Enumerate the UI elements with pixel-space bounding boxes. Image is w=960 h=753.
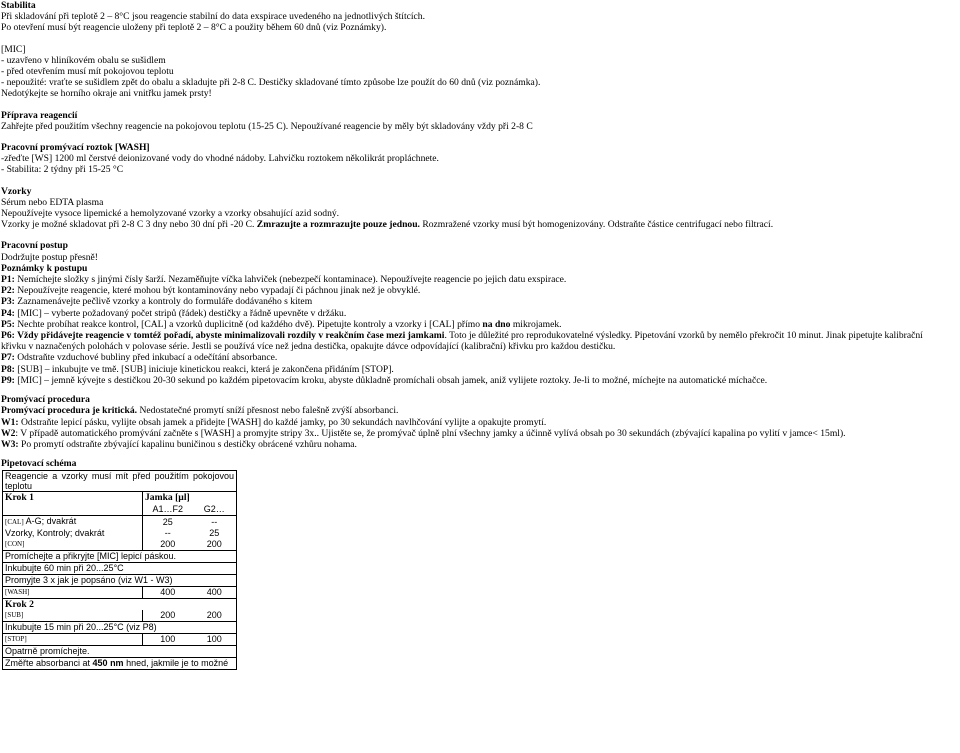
note-p8-label: P8:	[1, 363, 15, 375]
table-sub-label: [SUB]	[3, 610, 143, 622]
table-row	[3, 646, 237, 658]
table-sub-a: 200	[143, 610, 193, 622]
note-p2-text: Nepoužívejte reagencie, které mohou být kontaminovány nebo vypadají či páchnou jinak než je obvyklé.	[14, 285, 421, 297]
wash-line-2: - Stabilita: 2 týdny při 15-25 °C	[1, 164, 124, 176]
table-row	[3, 516, 237, 529]
note-p5-label: P5:	[1, 318, 15, 330]
note-p3-text: Zaznamenávejte pečlivě vzorky a kontroly do formuláře dodávaného s kitem	[14, 296, 313, 308]
note-p2-label: P2:	[1, 285, 15, 297]
table-cal-a: 25	[143, 516, 193, 529]
table-inkubujte-1: Inkubujte 60 min při 20...25°C	[3, 563, 237, 575]
note-p1-text: Nemíchejte složky s jinými čísly šarží. Nezaměňujte víčka lahviček (nebezpečí kontaminace). Nepoužívejte reagencie po jejich datu exspirace.	[14, 274, 567, 286]
table-row	[3, 503, 237, 516]
note-p5-text-b: na dno	[482, 318, 511, 330]
note-p5-text-c: mikrojamek.	[510, 318, 562, 330]
note-p6-text-b: . Toto je důležité pro reprodukovatelné výsledky. Pipetování vzorků by nemělo překročit 10 minut. Jinak pipetujte kalibrační křivku v naznačených polohách v polovase série. Jestli se používá více než jedna destička, opakujte dávce odpovídající (kalibrační) křivku pro každou destičku.	[1, 330, 923, 353]
vzorky-line-3	[1, 219, 960, 230]
table-vzorky-g: 25	[193, 528, 237, 539]
promyvaci-line-1-a: Promývací procedura je kritická.	[1, 405, 138, 417]
table-wash-g: 400	[193, 587, 237, 599]
table-row	[3, 575, 237, 587]
table-stop-g: 100	[193, 634, 237, 646]
wash-step-w2-text: : V případě automatického promývání začněte s [WASH] a promyjte stripy 3x.. Ujistěte se, že promývač úplně plní všechny jamky a účinně vylívá obsah po 30 sekundách (zbývající kapalina po vylití v jamce< 15ml).	[15, 427, 846, 439]
note-p8	[1, 364, 960, 375]
note-p9-label: P9:	[1, 374, 15, 386]
note-p1-label: P1:	[1, 274, 15, 286]
note-p4	[1, 308, 960, 319]
table-row	[3, 610, 237, 622]
table-row	[3, 539, 237, 551]
note-p6-text-a: Vždy přidávejte reagencie v tomtéž pořadí, abyste minimalizovali rozdíly v reakčním čase mezi jamkami	[14, 330, 445, 342]
table-row	[3, 492, 237, 504]
postup-heading: Pracovní postup	[1, 240, 68, 252]
table-row	[3, 634, 237, 646]
promyvaci-line-1-b: Nedostatečné promytí sníží přesnost nebo falešně zvýší absorbanci.	[137, 405, 399, 417]
note-p3-label: P3:	[1, 296, 15, 308]
wash-heading: Pracovní promývací roztok [WASH]	[1, 142, 150, 154]
wash-step-w2	[1, 428, 960, 439]
zmerte-wavelength: 450 nm	[92, 658, 124, 669]
cal-label-text: A-G; dvakrát	[23, 516, 77, 527]
note-p3	[1, 296, 960, 307]
table-row	[3, 563, 237, 575]
vzorky-line-2: Nepoužívejte vysoce lipemické a hemolyzované vzorky a vzorky obsahující azid sodný.	[1, 208, 340, 220]
wash-step-w1-text: Odstraňte lepicí pásku, vylijte obsah jamek a přidejte [WASH] do každé jamky, po 30 sekundách navlhčování vylijte a opakujte promytí.	[18, 416, 547, 428]
wash-step-w3-label: W3:	[1, 438, 19, 450]
table-row	[3, 551, 237, 563]
table-inkubujte-2: Inkubujte 15 min při 20...25°C (viz P8)	[3, 622, 237, 634]
table-cell-empty	[3, 503, 143, 516]
stabilita-line-1: Při skladování při teplotě 2 – 8°C jsou reagencie stabilní do data exspirace uvedeného na jednotlivých štítcích.	[1, 11, 425, 23]
schema-heading: Pipetovací schéma	[1, 458, 77, 470]
note-p7-text: Odstraňte vzduchové bubliny před inkubací a odečítání absorbance.	[14, 352, 278, 364]
table-intro: Reagencie a vzorky musí mít před použitím pokojovou teplotu	[3, 471, 237, 492]
pipetting-table	[2, 470, 237, 670]
vzorky-line-1: Sérum nebo EDTA plasma	[1, 196, 104, 208]
table-wash-a: 400	[143, 587, 193, 599]
wash-line-1: -zřeďte [WS] 1200 ml čerstvé deionizované vody do vhodné nádoby. Lahvičku roztokem několikrát propláchnete.	[1, 153, 439, 165]
priprava-heading: Příprava reagencií	[1, 109, 78, 121]
table-row	[3, 471, 237, 492]
table-vzorky-a: --	[143, 528, 193, 539]
note-p6-label: P6:	[1, 330, 15, 342]
stabilita-heading: Stabilita	[1, 0, 36, 11]
note-p5-text-a: Nechte probíhat reakce kontrol, [CAL] a vzorků duplicitně (od každého dvě). Pipetujte kontroly a vzorky i [CAL] přímo	[14, 318, 483, 330]
wash-step-w2-label: W2	[1, 427, 16, 439]
table-row	[3, 658, 237, 670]
vzorky-line-3-b: Zmrazujte a rozmrazujte pouze jednou.	[256, 219, 420, 231]
note-p4-label: P4:	[1, 307, 15, 319]
zmerte-a: Změřte absorbanci at	[5, 658, 93, 669]
stabilita-line-2: Po otevření musí být reagencie uloženy při teplotě 2 – 8°C a použity během 60 dnů (viz Poznámky).	[1, 22, 387, 34]
table-row	[3, 528, 237, 539]
table-con-label: [CON]	[3, 539, 143, 551]
vzorky-line-3-a: Vzorky je možné skladovat při 2-8 C 3 dny nebo 30 dní při -20 C.	[1, 219, 257, 231]
table-row	[3, 587, 237, 599]
table-row	[3, 622, 237, 634]
table-promichejte: Promíchejte a přikryjte [MIC] lepicí páskou.	[3, 551, 237, 563]
table-opatrne: Opatrně promíchejte.	[3, 646, 237, 658]
wash-step-w3-text: Po promytí odstraňte zbývající kapalinu buničinou s destičky obrácené vzhůru nohama.	[18, 438, 357, 450]
table-vzorky-label: Vzorky, Kontroly; dvakrát	[3, 528, 143, 539]
note-p9	[1, 375, 960, 386]
zmerte-c: hned, jakmile je to možné	[123, 658, 229, 669]
table-cal-label	[3, 516, 143, 529]
mic-item-2: - před otevřením musí mít pokojovou teplotu	[1, 66, 174, 78]
table-krok-2: Krok 2	[3, 599, 237, 611]
cal-tag: [CAL]	[5, 518, 24, 527]
table-wash-label: [WASH]	[3, 587, 143, 599]
mic-heading: [MIC]	[1, 43, 26, 55]
note-p8-text: [SUB] – inkubujte ve tmě. [SUB] iniciuje kinetickou reakci, která je zakončena přidáním [STOP].	[14, 363, 394, 375]
note-p9-text: [MIC] – jemně kývejte s destičkou 20-30 sekund po každém pipetovacím kroku, abyste důkladně promíchali obsah jamek, aniž vylijete roztoky. Je-li to možné, míchejte na automatické míchačce.	[14, 374, 768, 386]
table-jamka-header: Jamka [µl]	[143, 492, 237, 504]
table-cal-g: --	[193, 516, 237, 529]
note-p4-text: [MIC] – vyberte požadovaný počet stripů (řádek) destičky a řádně upevněte v držáku.	[14, 307, 347, 319]
promyvaci-line-1	[1, 405, 960, 416]
table-stop-a: 100	[143, 634, 193, 646]
table-zmerte	[3, 658, 237, 670]
postup-line-1: Dodržujte postup přesně!	[1, 251, 98, 263]
mic-item-3: - nepoužité: vraťte se sušidlem zpět do obalu a skladujte při 2-8 C. Destičky skladované tímto způsobe lze použít do 60 dnů (viz poznámka).	[1, 77, 541, 89]
table-con-g: 200	[193, 539, 237, 551]
note-p7-label: P7:	[1, 352, 15, 364]
note-p7	[1, 352, 960, 363]
table-stop-label: [STOP]	[3, 634, 143, 646]
table-col-g-header: G2…	[193, 503, 237, 516]
table-col-a-header: A1…F2	[143, 503, 193, 516]
notes-heading: Poznámky k postupu	[1, 262, 88, 274]
mic-item-4: Nedotýkejte se horního okraje ani vnitřku jamek prsty!	[1, 88, 212, 100]
table-krok-1: Krok 1	[3, 492, 143, 504]
table-sub-g: 200	[193, 610, 237, 622]
table-row	[3, 599, 237, 611]
wash-step-w3	[1, 439, 960, 450]
vzorky-heading: Vzorky	[1, 185, 32, 197]
priprava-text: Zahřejte před použitím všechny reagencie na pokojovou teplotu (15-25 C). Nepoužívané reagencie by měly být skladovány vždy při 2-8 C	[1, 120, 533, 132]
note-p5	[1, 319, 960, 330]
note-p2	[1, 285, 960, 296]
table-promyjte: Promyjte 3 x jak je popsáno (viz W1 - W3)	[3, 575, 237, 587]
promyvaci-heading: Promývací procedura	[1, 394, 90, 406]
table-con-a: 200	[143, 539, 193, 551]
vzorky-line-3-c: Rozmražené vzorky musí být homogenizovány. Odstraňte částice centrifugací nebo filtrací.	[419, 219, 774, 231]
wash-step-w1	[1, 417, 960, 428]
mic-item-1: - uzavřeno v hliníkovém obalu se sušidlem	[1, 54, 166, 66]
wash-step-w1-label: W1:	[1, 416, 19, 428]
note-p6	[1, 330, 949, 352]
note-p1	[1, 274, 960, 285]
